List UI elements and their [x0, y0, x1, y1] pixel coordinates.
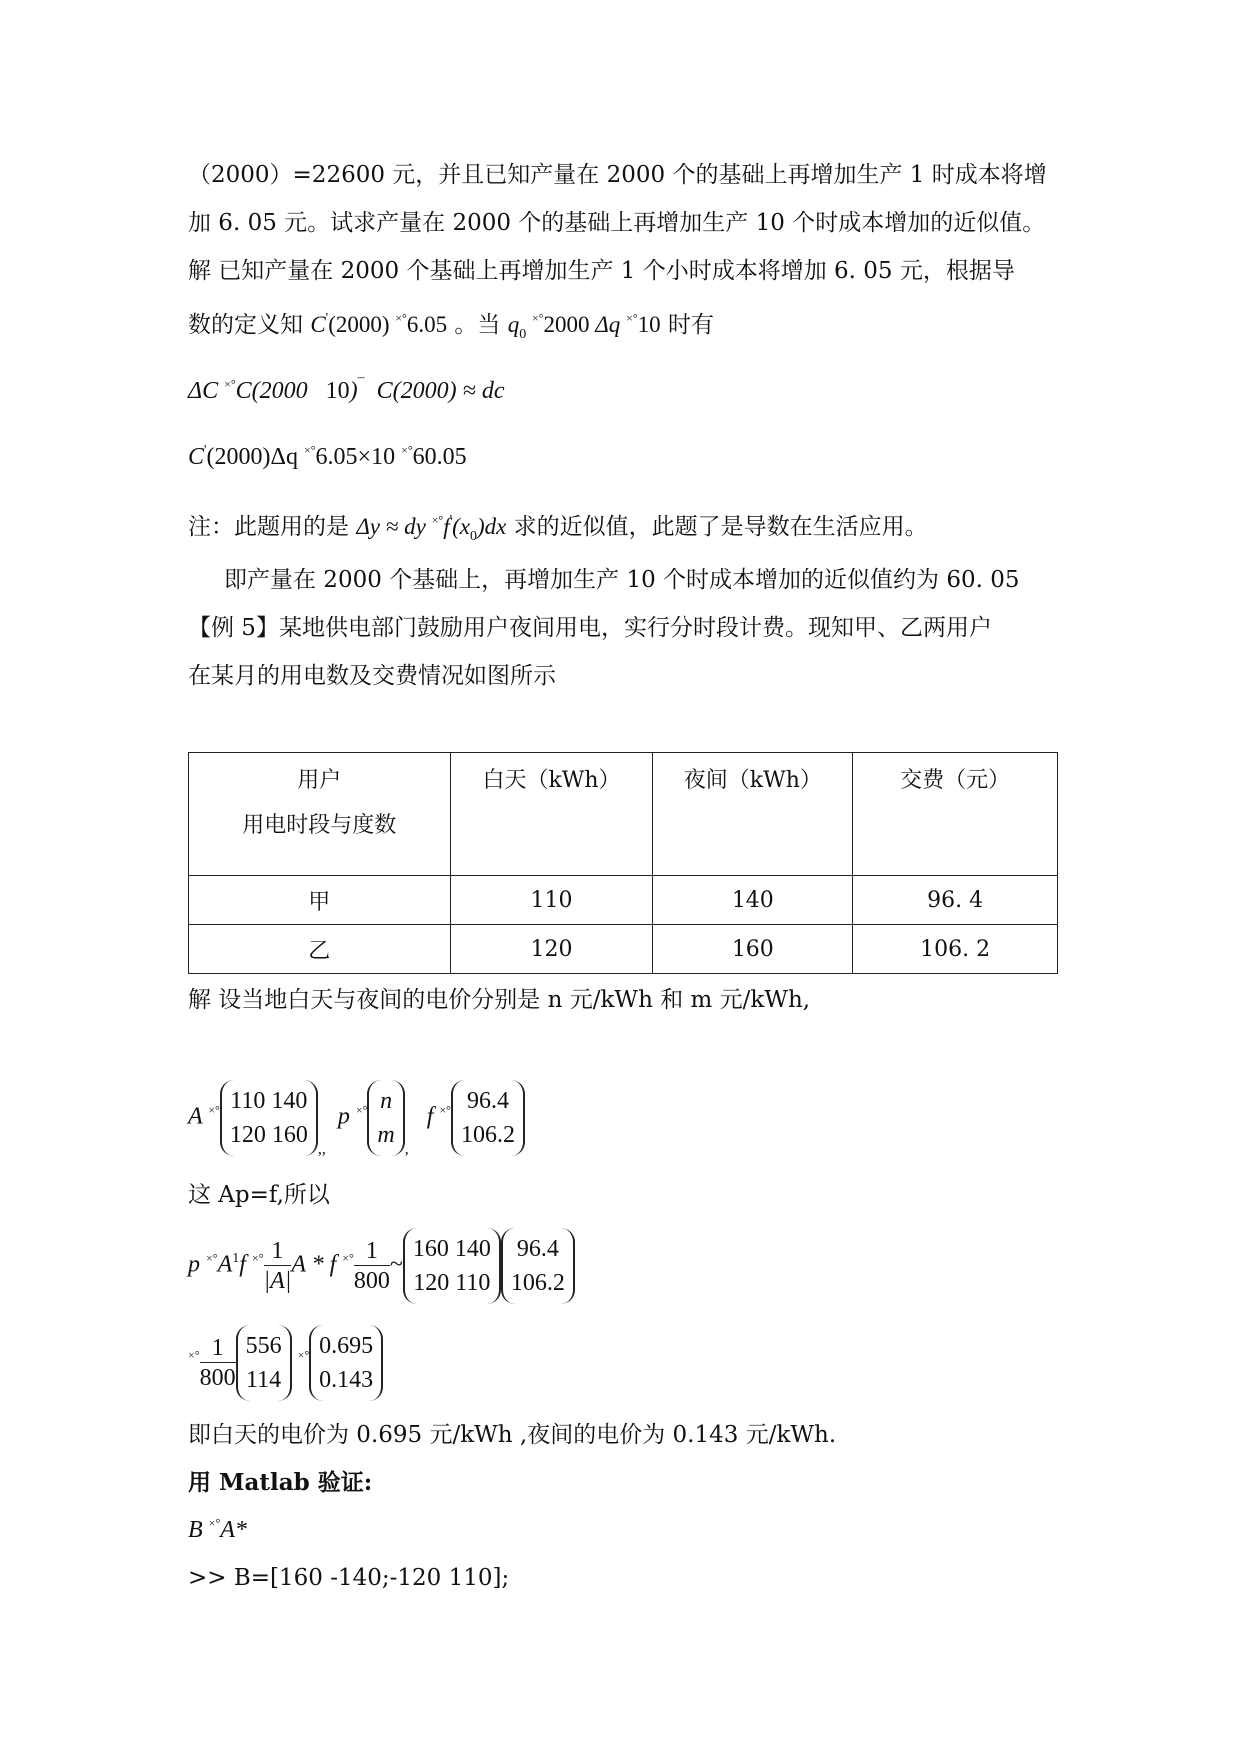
cell-day: 110 [450, 876, 653, 925]
conclusion-line: 即产量在 2000 个基础上，再增加生产 10 个时成本增加的近似值约为 60. 05 [224, 567, 1020, 593]
matrix-a: 110 140 120 160 [220, 1080, 318, 1156]
formula-delta-c: ΔC ×°C(2000 10)¯ C(2000) ≈ dc [188, 377, 505, 404]
paragraph-line-3: 解 已知产量在 2000 个基础上再增加生产 1 个小时成本将增加 6. 05 元，根据导 [188, 258, 1015, 284]
example-5-line-2: 在某月的用电数及交费情况如图所示 [188, 663, 556, 689]
header-user-period: 用户 用电时段与度数 [189, 753, 451, 876]
result-formula: ×° $\frac{1}{800}$ 556 114 ×° 0.695 0.143 [188, 1325, 383, 1401]
matlab-code-line: >> B=[160 -140;-120 110]; [188, 1565, 510, 1591]
result-line: 即白天的电价为 0.695 元/kWh ,夜间的电价为 0.143 元/kWh. [188, 1422, 837, 1448]
header-day: 白天（kWh） [450, 753, 653, 876]
cell-day: 120 [450, 925, 653, 974]
cell-fee: 96. 4 [853, 876, 1058, 925]
solution-line: 解 设当地白天与夜间的电价分别是 n 元/kWh 和 m 元/kWh, [188, 987, 811, 1013]
note-line: 注：此题用的是 Δy ≈ dy $^{\times^\circ}f'(x_0)dx$ 求的近似值，此题了是导数在生活应用。 [188, 513, 928, 544]
formula-b-equals: B ×°A* [188, 1516, 247, 1543]
formula-c-prime: C'(2000) ×°6.05 [310, 311, 448, 337]
adjugate-matrix: 160 140 120 110 [403, 1228, 501, 1304]
paragraph-line-4: 数的定义知 C'(2000) ×°6.05 。当 $q_0$ ×°2000 Δq ×°10 时有 [188, 311, 714, 342]
cell-user: 甲 [189, 876, 451, 925]
so-line: 这 Ap=f,所以 [188, 1182, 330, 1208]
table-header-row [189, 753, 1058, 876]
formula-differential: Δy ≈ dy $^{\times^\circ}f'(x_0)dx$ [356, 513, 507, 544]
vector-f: 96.4 106.2 [451, 1080, 525, 1156]
formula-q0: $q_0$ ×°2000 Δq ×°10 [507, 311, 661, 342]
matrix-definitions: A ×° 110 140 120 160 $_{,,}$ p ×° n m $_,$ f ×° 96.4 106.2 [188, 1080, 525, 1159]
header-night: 夜间（kWh） [653, 753, 853, 876]
table-row [189, 876, 1058, 925]
paragraph-line-1: （2000）=22600 元，并且已知产量在 2000 个的基础上再增加生产 1 时成本将增 [188, 162, 1047, 188]
table-row [189, 925, 1058, 974]
electricity-table [188, 752, 1058, 974]
paragraph-line-2: 加 6. 05 元。试求产量在 2000 个的基础上再增加生产 10 个时成本增加的近似值。 [188, 210, 1046, 236]
example-5-line-1: 【例 5】某地供电部门鼓励用户夜间用电，实行分时段计费。现知甲、乙两用户 [188, 615, 992, 641]
cell-fee: 106. 2 [853, 925, 1058, 974]
vector-556-114: 556 114 [236, 1325, 292, 1401]
vector-f-repeat: 96.4 106.2 [501, 1228, 575, 1304]
formula-c-prime-dq: C'(2000)Δq ×°6.05×10 ×°60.05 [188, 443, 467, 470]
cell-night: 160 [653, 925, 853, 974]
inverse-formula: p $^{\times^\circ}A^1f$ ×° $\frac{1}{|A|}$ A * f ×° $\frac{1}{800}$ ~ 160 140 120 110 96.4 106.2 [188, 1228, 575, 1304]
matlab-title: 用 Matlab 验证: [188, 1469, 373, 1496]
cell-user: 乙 [189, 925, 451, 974]
vector-result: 0.695 0.143 [309, 1325, 383, 1401]
vector-p: n m [367, 1080, 404, 1156]
header-fee: 交费（元） [853, 753, 1058, 876]
cell-night: 140 [653, 876, 853, 925]
